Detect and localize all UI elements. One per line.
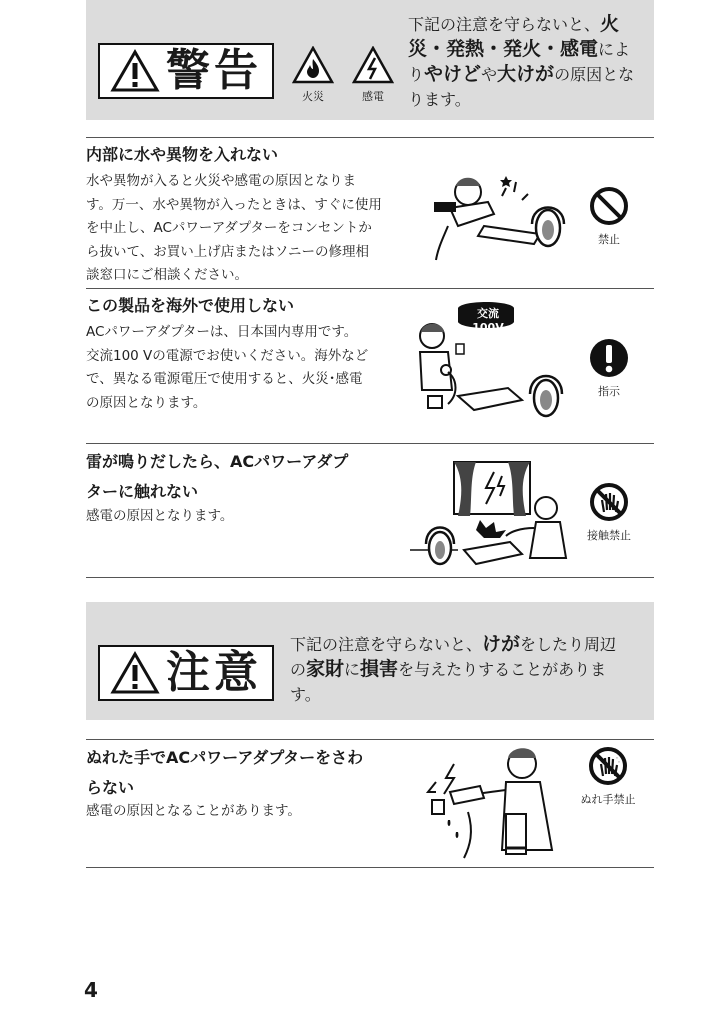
no-wet-hands-label: ぬれ手禁止: [580, 793, 636, 806]
intro-text: に: [344, 660, 361, 679]
intro-emphasis: 損害: [360, 658, 399, 680]
body-line: 感電の原因となることがあります。: [86, 803, 301, 819]
body-line: ら抜いて、お買い上げ店またはソニーの修理相: [86, 243, 369, 260]
section-title-line: この製品を海外で使用しない: [86, 296, 295, 315]
section-divider: [86, 288, 654, 289]
intro-text: 下記の注意を守らないと、: [290, 635, 483, 654]
body-line: 感電の原因となります。: [86, 508, 234, 524]
section-divider: [86, 867, 654, 868]
intro-emphasis: 大けが: [497, 63, 555, 85]
prohibited-label: 禁止: [598, 233, 620, 246]
intro-text: す。: [290, 685, 321, 704]
section-title: [86, 447, 348, 507]
warning-label-box: [98, 43, 274, 99]
hazard-fire-label: 火災: [302, 90, 324, 103]
voltage-bubble-label: 交流100V: [472, 307, 504, 334]
electric-shock-hazard-icon: [352, 46, 394, 84]
intro-emphasis: けが: [482, 633, 521, 655]
intro-text: をしたり周辺: [520, 635, 617, 654]
hazard-electric-label: 感電: [362, 90, 384, 103]
no-touch-mark: [578, 482, 640, 543]
section-title: [86, 743, 363, 803]
fire-hazard-icon: [292, 46, 334, 84]
intro-text: によ: [598, 40, 631, 59]
prohibited-mark: [584, 186, 634, 247]
page-number: 4: [84, 978, 98, 1002]
intro-text: の原因となります。: [408, 65, 635, 109]
intro-text: の: [290, 660, 307, 679]
body-line: 交流100 Vの電源でお使いください。海外など: [86, 347, 369, 364]
section-title-line: ぬれた手でACパワーアダプターをさわ: [86, 748, 364, 767]
section-divider: [86, 137, 654, 138]
section-divider: [86, 577, 654, 578]
intro-emphasis: 家財: [306, 658, 345, 680]
no-touch-label: 接触禁止: [587, 529, 631, 542]
section-body: [86, 170, 382, 288]
section-title-line: 内部に水や異物を入れない: [86, 145, 279, 164]
intro-emphasis: やけど: [424, 63, 482, 85]
intro-text: や: [481, 65, 498, 84]
body-line: の原因となります。: [86, 394, 207, 411]
illustration-liquid-into-device: [428, 168, 568, 263]
hazard-electric: [348, 46, 398, 104]
no-touch-icon: [589, 482, 629, 522]
caution-triangle-icon: [110, 651, 160, 695]
illustration-lightning: [410, 458, 570, 576]
warning-label: 警告: [166, 45, 262, 96]
intro-text: を与えたりすることがありま: [398, 660, 607, 679]
illustration-wet-hands: [410, 742, 570, 860]
body-line: で、異なる電源電圧で使用すると、火災･感電: [86, 371, 363, 387]
warning-triangle-icon: [110, 49, 160, 93]
body-line: 水や異物が入ると火災や感電の原因となりま: [86, 173, 356, 189]
no-wet-hands-icon: [588, 746, 628, 786]
section-title: [86, 292, 294, 320]
section-body: [86, 505, 233, 529]
prohibited-icon: [589, 186, 629, 226]
hazard-fire: [288, 46, 338, 104]
body-line: 談窓口にご相談ください。: [86, 267, 248, 283]
section-title: [86, 141, 278, 169]
section-title-line: 雷が鳴りだしたら、ACパワーアダプ: [86, 452, 349, 471]
section-title-line: ターに触れない: [86, 482, 199, 501]
intro-text: 下記の注意を守らないと、: [408, 15, 601, 34]
body-line: を中止し、ACパワーアダプターをコンセントか: [86, 220, 372, 236]
body-line: す。万一、水や異物が入ったときは、すぐに使用: [86, 196, 382, 213]
section-body: [86, 321, 368, 415]
caution-intro: [290, 632, 650, 707]
section-title-line: らない: [86, 778, 135, 797]
instruction-icon: [589, 338, 629, 378]
no-wet-hands-mark: [570, 746, 646, 807]
intro-emphasis: 火災・発熱・発火・感電: [408, 13, 620, 60]
caution-label-box: [98, 645, 274, 701]
instruction-mark: [584, 338, 634, 399]
body-line: ACパワーアダプターは、日本国内専用です。: [86, 324, 358, 340]
warning-intro: [408, 12, 650, 112]
caution-label: 注意: [166, 647, 262, 698]
intro-text: り: [408, 65, 425, 84]
section-body: [86, 800, 301, 824]
section-divider: [86, 739, 654, 740]
instruction-label: 指示: [598, 385, 620, 398]
section-divider: [86, 443, 654, 444]
